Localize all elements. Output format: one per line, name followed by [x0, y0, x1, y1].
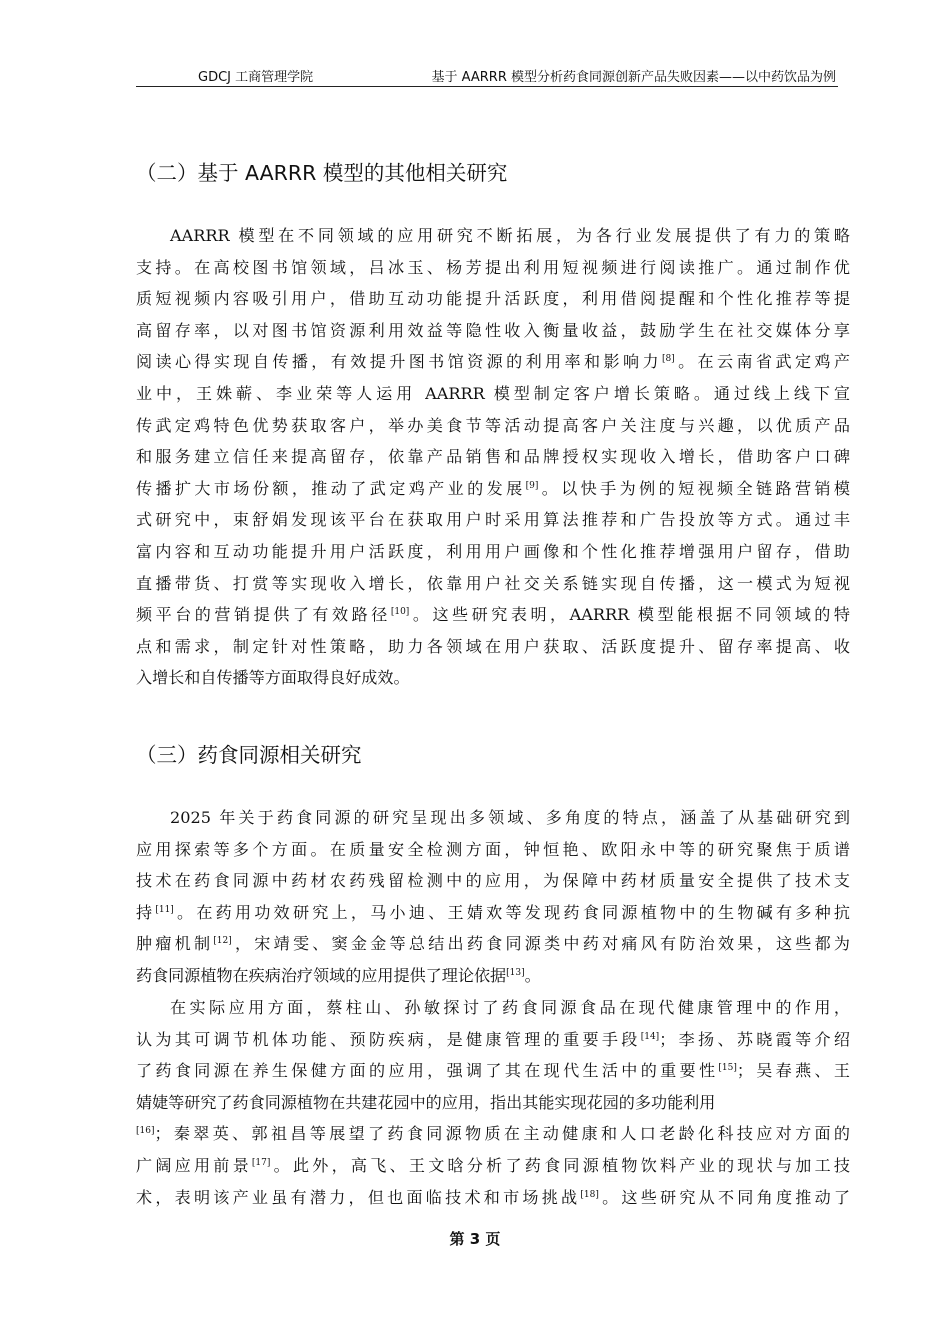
text-line: 传武定鸡特色优势获取客户，举办美食节等活动提高客户关注度与兴趣，以优质产品 — [136, 415, 850, 435]
section-heading-food-medicine: （三）药食同源相关研究 — [136, 743, 362, 767]
section-heading-aarrr-related: （二）基于 AARRR 模型的其他相关研究 — [136, 161, 508, 185]
text-line: 在实际应用方面，蔡柱山、孙敏探讨了药食同源食品在现代健康管理中的作用， — [170, 998, 850, 1017]
citation-ref: [13] — [506, 967, 525, 978]
text-line: [16]；秦翠英、郭祖昌等展望了药食同源物质在主动健康和人口老龄化科技应对方面的 — [136, 1124, 850, 1144]
text-line: 和服务建立信任来提高留存，依靠产品销售和品牌授权实现收入增长，借助客户口碑 — [136, 447, 850, 467]
paragraph-practical-applications — [136, 992, 850, 1213]
text-line: 认为其可调节机体功能、预防疾病，是健康管理的重要手段[14]；李扬、苏晓霞等介绍 — [136, 1029, 851, 1049]
text-line: 入增长和自传播等方面取得良好成效。 — [136, 668, 410, 688]
citation-ref: [17] — [251, 1157, 271, 1168]
text-line: 广阔应用前景[17]。此外，高飞、王文晗分析了药食同源植物饮料产业的现状与加工技 — [136, 1155, 851, 1175]
text-line: AARRR 模型在不同领域的应用研究不断拓展，为各行业发展提供了有力的策略 — [170, 226, 850, 245]
text-line: 高留存率，以对图书馆资源利用效益等隐性收入衡量收益，鼓励学生在社交媒体分享 — [136, 320, 850, 340]
citation-ref: [12] — [213, 936, 232, 947]
text-line: 肿瘤机制[12]，宋靖雯、窦金金等总结出药食同源类中药对痛风有防治效果，这些都为 — [136, 934, 851, 954]
text-line: 式研究中，束舒娟发现该平台在获取用户时采用算法推荐和广告投放等方式。通过丰 — [136, 510, 850, 530]
text-line: 直播带货、打赏等实现收入增长，依靠用户社交关系链实现自传播，这一模式为短视 — [136, 573, 850, 593]
citation-ref: [14] — [640, 1031, 660, 1042]
citation-ref: [8] — [661, 354, 675, 365]
page-number: 第 3 页 — [449, 1230, 501, 1248]
text-line: 富内容和互动功能提升用户活跃度，利用用户画像和个性化推荐增强用户留存，借助 — [136, 541, 850, 561]
header-thesis-title: 基于 AARRR 模型分析药食同源创新产品失败因素——以中药饮品为例 — [431, 70, 836, 85]
text-line: 支持。在高校图书馆领域，吕冰玉、杨芳提出利用短视频进行阅读推广。通过制作优 — [136, 257, 850, 277]
text-line: 技术在药食同源中药材农药残留检测中的应用，为保障中药材质量安全提供了技术支 — [136, 871, 850, 891]
text-line: 2025 年关于药食同源的研究呈现出多领域、多角度的特点，涵盖了从基础研究到 — [170, 808, 850, 827]
text-line: 阅读心得实现自传播，有效提升图书馆资源的利用率和影响力[8]。在云南省武定鸡产 — [136, 352, 851, 372]
text-line: 药食同源植物在疾病治疗领域的应用提供了理论依据[13]。 — [136, 965, 541, 985]
citation-ref: [15] — [718, 1063, 737, 1074]
paragraph-2025-research — [136, 802, 850, 992]
citation-ref: [9] — [525, 480, 539, 491]
text-line: 质短视频内容吸引用户，借助互动功能提升活跃度，利用借阅提醒和个性化推荐等提 — [136, 289, 850, 309]
page-header — [136, 64, 838, 87]
text-line: 了药食同源在养生保健方面的应用，强调了其在现代生活中的重要性[15]；吴春燕、王 — [136, 1061, 851, 1081]
text-line: 传播扩大市场份额，推动了武定鸡产业的发展[9]。以快手为例的短视频全链路营销模 — [136, 478, 851, 498]
citation-ref: [16] — [136, 1126, 155, 1137]
text-line: 频平台的营销提供了有效路径[10]。这些研究表明，AARRR 模型能根据不同领域的特 — [136, 605, 851, 625]
paragraph-aarrr-studies — [136, 220, 850, 694]
text-line: 婧婕等研究了药食同源植物在共建花园中的应用，指出其能实现花园的多功能利用 — [136, 1092, 716, 1112]
text-line: 持[11]。在药用功效研究上，马小迪、王婧欢等发现药食同源植物中的生物碱有多种抗 — [136, 902, 851, 922]
citation-ref: [10] — [390, 607, 410, 618]
header-school: GDCJ 工商管理学院 — [198, 70, 314, 85]
citation-ref: [11] — [155, 904, 174, 915]
citation-ref: [18] — [580, 1189, 599, 1200]
text-line: 业中，王姝蕲、李业荣等人运用 AARRR 模型制定客户增长策略。通过线上线下宣 — [136, 383, 850, 403]
text-line: 应用探索等多个方面。在质量安全检测方面，钟恒艳、欧阳永中等的研究聚焦于质谱 — [136, 839, 850, 859]
text-line: 点和需求，制定针对性策略，助力各领域在用户获取、活跃度提升、留存率提高、收 — [136, 636, 850, 656]
text-line: 术，表明该产业虽有潜力，但也面临技术和市场挑战[18]。这些研究从不同角度推动了 — [136, 1187, 851, 1207]
